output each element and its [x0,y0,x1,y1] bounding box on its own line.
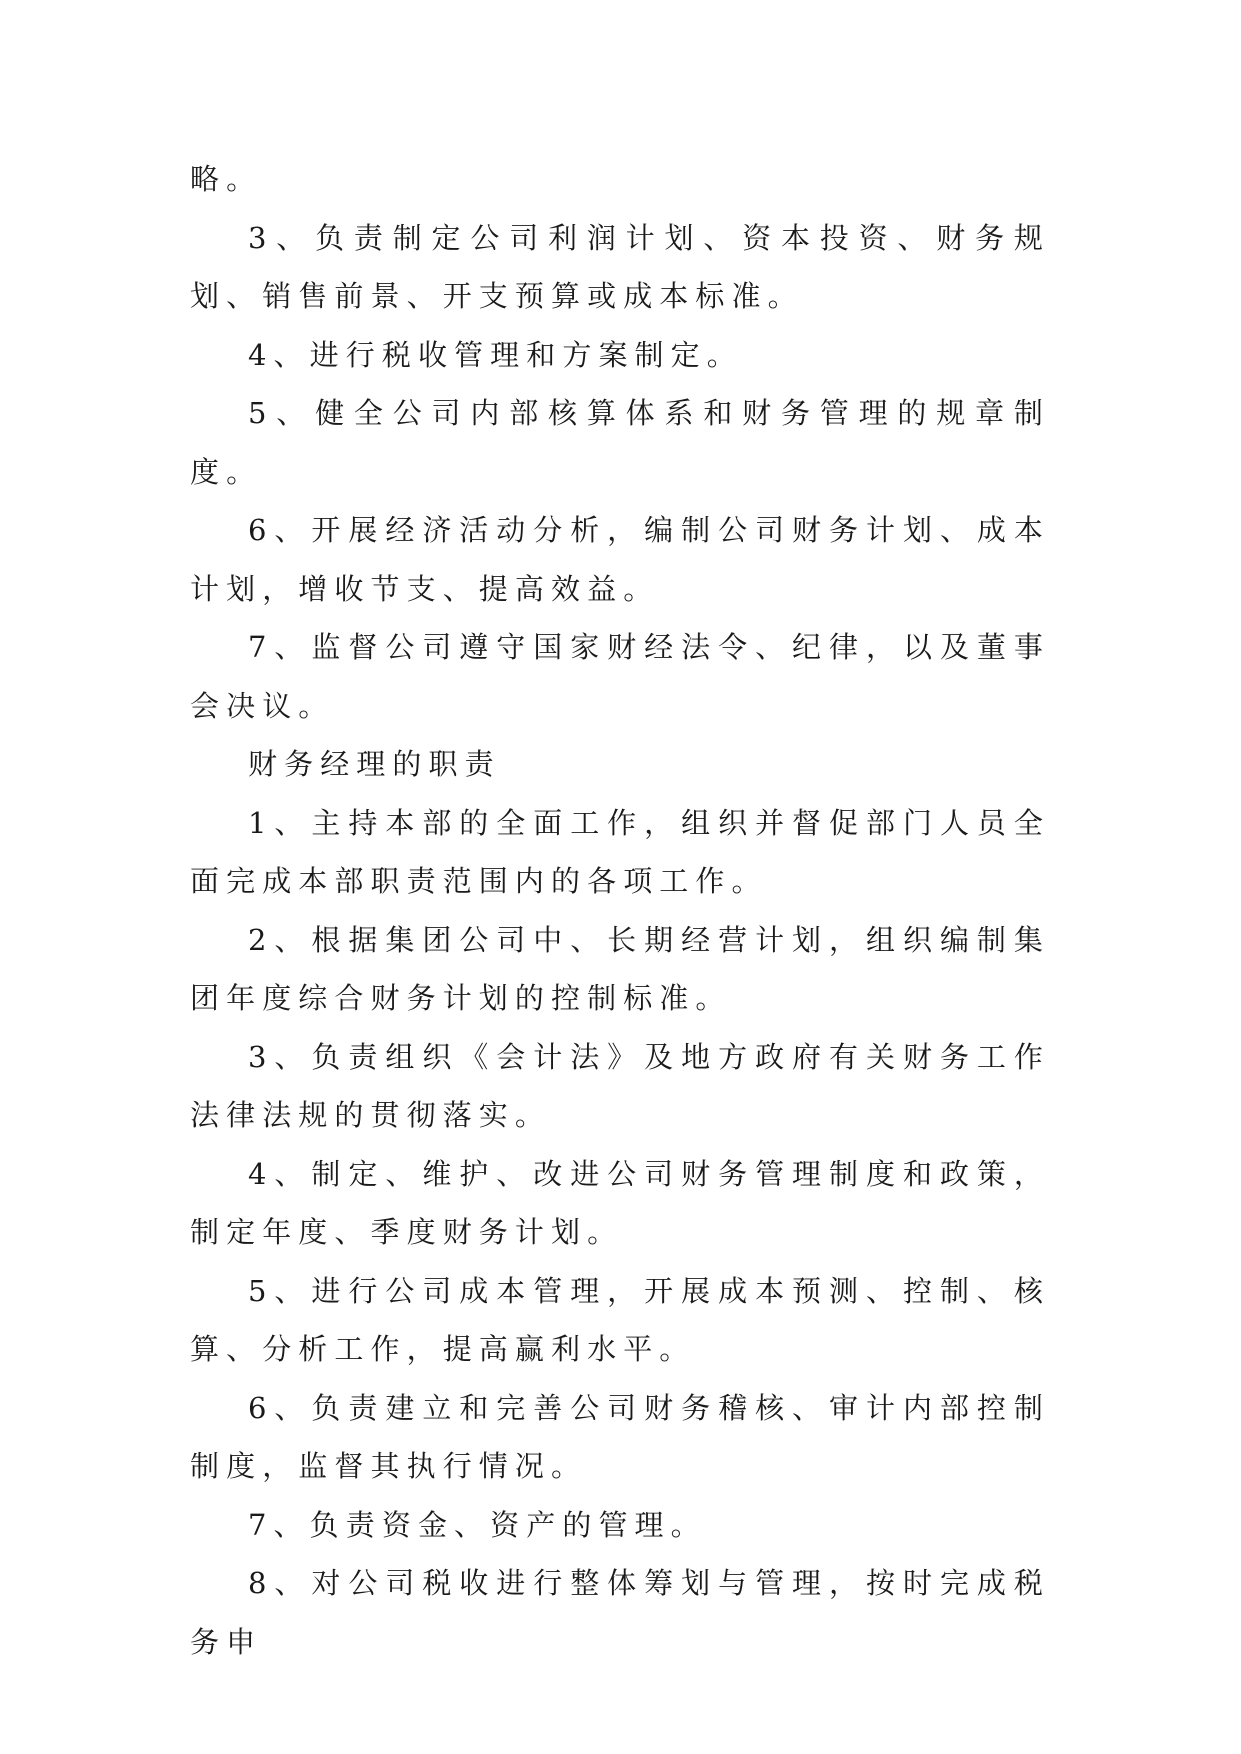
paragraph-item-5-cost: 5、进行公司成本管理，开展成本预测、控制、核算、分析工作，提高赢利水平。 [190,1273,1050,1366]
paragraph-item-6-audit: 6、负责建立和完善公司财务稽核、审计内部控制制度，监督其执行情况。 [190,1390,1050,1483]
paragraph-item-7-supervision: 7、监督公司遵守国家财经法令、纪律，以及董事会决议。 [190,630,1050,723]
paragraph-item-2-plan: 2、根据集团公司中、长期经营计划，组织编制集团年度综合财务计划的控制标准。 [190,922,1050,1015]
paragraph-item-1-lead: 1、主持本部的全面工作，组织并督促部门人员全面完成本部职责范围内的各项工作。 [190,805,1050,898]
paragraph-continued: 略。 [190,162,263,196]
paragraph-item-4-tax: 4、进行税收管理和方案制定。 [248,337,743,372]
paragraph-item-6-analysis: 6、开展经济活动分析，编制公司财务计划、成本计划，增收节支、提高效益。 [190,513,1050,606]
paragraph-item-3-accounting-law: 3、负责组织《会计法》及地方政府有关财务工作法律法规的贯彻落实。 [190,1039,1050,1132]
paragraph-item-5-accounting-system: 5、健全公司内部核算体系和财务管理的规章制度。 [190,396,1050,489]
section-heading: 财务经理的职责 [248,747,501,781]
paragraph-item-8-tax-planning: 8、对公司税收进行整体筹划与管理，按时完成税务申 [190,1566,1050,1659]
paragraph-item-4-policy: 4、制定、维护、改进公司财务管理制度和政策，制定年度、季度财务计划。 [190,1156,1050,1249]
paragraph-item-3-profit-plan: 3、负责制定公司利润计划、资本投资、财务规划、销售前景、开支预算或成本标准。 [190,220,1050,313]
document-body [190,150,1050,1671]
paragraph-item-7-assets: 7、负责资金、资产的管理。 [248,1507,707,1542]
